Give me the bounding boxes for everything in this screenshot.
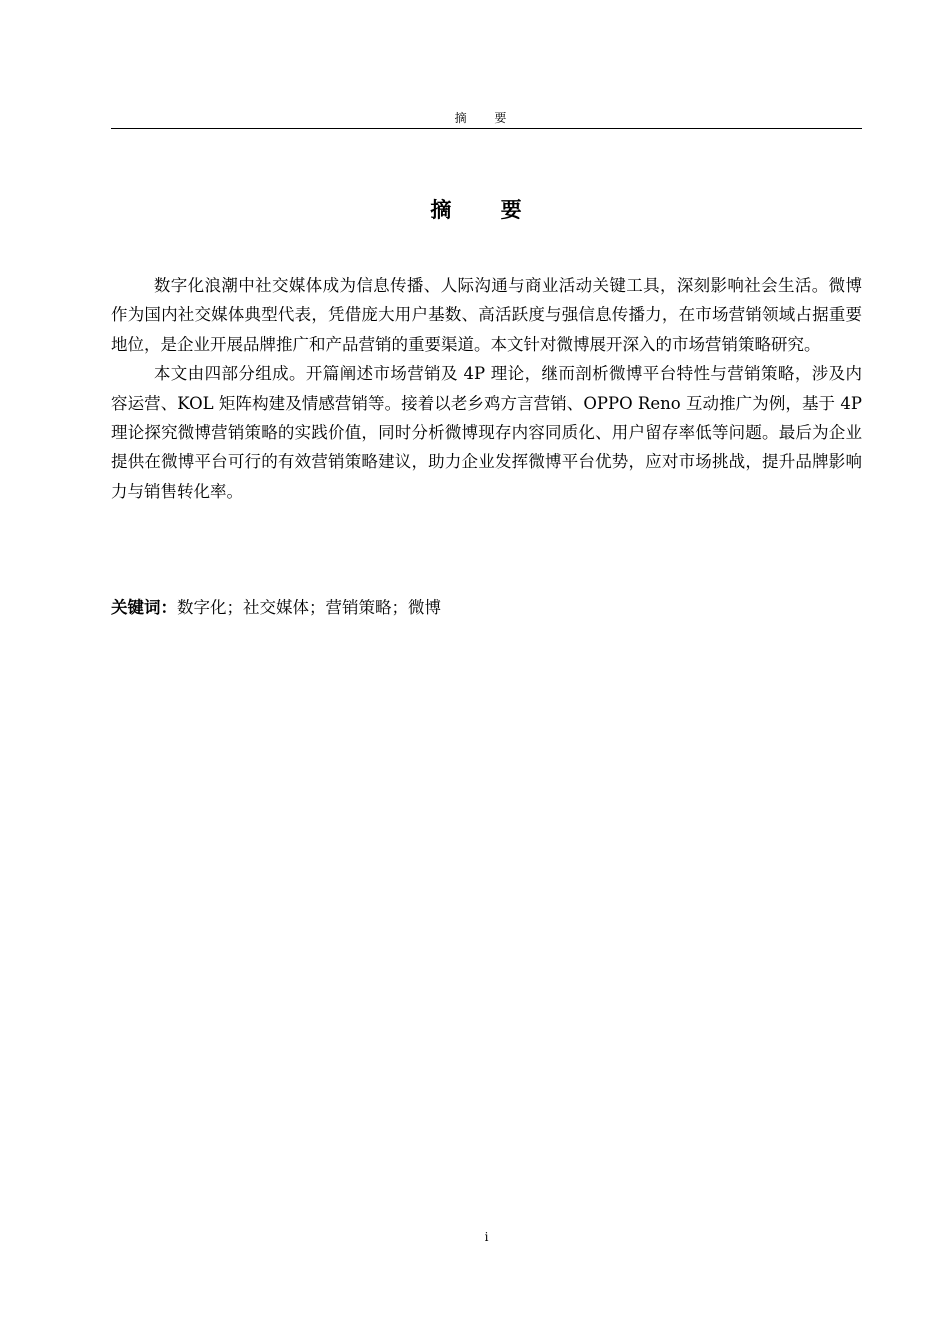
abstract-title: 摘 要 [430, 198, 543, 222]
keywords-label: 关键词： [111, 598, 177, 617]
abstract-paragraph-2: 本文由四部分组成。开篇阐述市场营销及 4P 理论，继而剖析微博平台特性与营销策略，涉及内容运营、KOL 矩阵构建及情感营销等。接着以老乡鸡方言营销、OPPO Reno 互动推广为例，基于 4P 理论探究微博营销策略的实践价值，同时分析微博现存内容同质化、用户留存率低等问题。最后为企业提供在微博平台可行的有效营销策略建议，助力企业发挥微博平台优势，应对市场挑战，提升品牌影响力与销售转化率。 [111, 364, 862, 501]
page-number: i [484, 1230, 489, 1244]
keywords-line [111, 594, 862, 622]
header-rule [111, 128, 862, 129]
abstract-body [111, 271, 862, 506]
running-header: 摘 要 [454, 111, 519, 125]
abstract-paragraph-1: 数字化浪潮中社交媒体成为信息传播、人际沟通与商业活动关键工具，深刻影响社会生活。微博作为国内社交媒体典型代表，凭借庞大用户基数、高活跃度与强信息传播力，在市场营销领域占据重要地位，是企业开展品牌推广和产品营销的重要渠道。本文针对微博展开深入的市场营销策略研究。 [111, 276, 862, 354]
keywords-text: 数字化；社交媒体；营销策略；微博 [177, 598, 441, 617]
